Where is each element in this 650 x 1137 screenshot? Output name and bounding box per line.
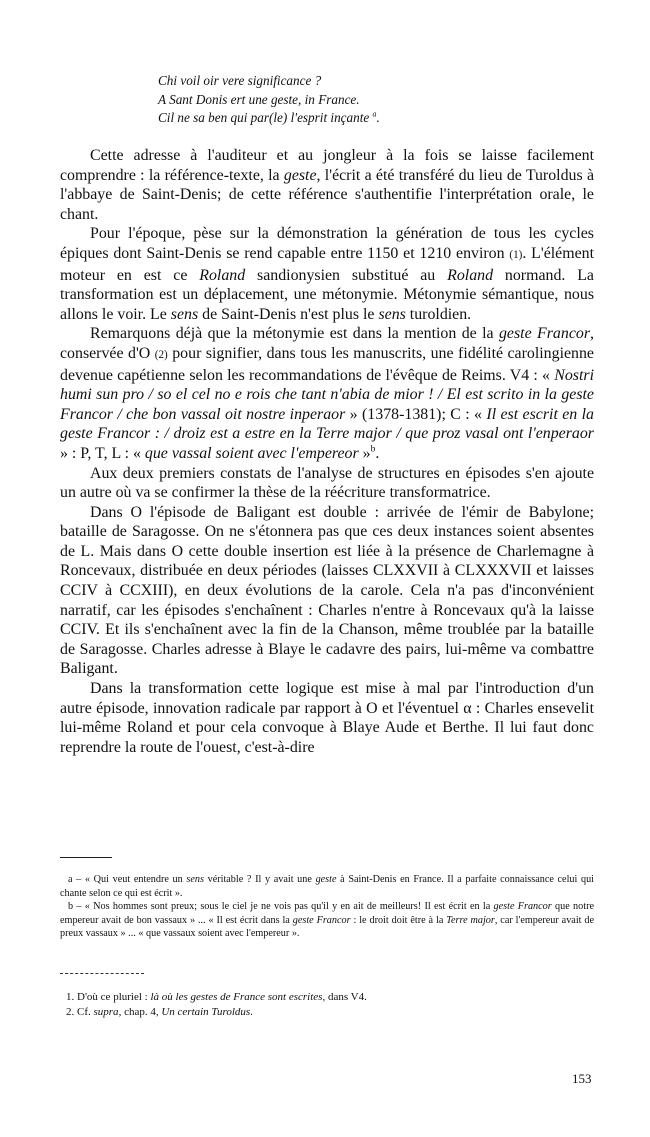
quotation: Il est escrit en la geste Francor : / droiz est a estre en la Terre major / que proz vasal ont l'enperaor [60,405,594,443]
footnote-separator [60,973,144,974]
footnote-b: b – « Nos hommes sont preux; sous le ciel je ne vois pas qu'il y en ait de meilleurs! Il est écrit en la geste Francor que notre empereur avait de bon vassaux » ... « Il est écrit dans la geste Francor : le droit doit être à la Terre major, car l'empereur avait de preux vassaux » ... « que vassaux soient avec l'empereur ». [60,901,595,940]
quotation: Nostri humi sun pro / so el cel no e rois che tant n'abia de mior ! / El est scrito in la geste Francor / che bon vassal oit nostre inperaor [60,366,594,423]
page-number: 153 [572,1071,592,1086]
epigraph-line: A Sant Donis ert une geste, in France. [158,91,360,107]
epigraph-line: Cil ne sa ben qui par(le) l'esprit inçante $^a$. [158,109,380,125]
paragraph: Aux deux premiers constats de l'analyse de structures en épisodes s'en ajoute un autre où va se confirmer la thèse de la réécriture transformatrice. [60,464,594,502]
quotation: que vassal soient avec l'empereor [144,444,359,462]
paragraph: Dans O l'épisode de Baligant est double : arrivée de l'émir de Babylone; bataille de Saragosse. On ne s'étonnera pas que ces deux instances soient absentes de L. Mais dans O cette double insertion est liée à la présence de Charlemagne à Roncevaux, distribuée en deux périodes (laisses CLXXVII à CLXXXVII et laisses CCIV à CCXIII), en deux évolutions de la carole. Cela n'a pas d'inconvénient narratif, car les épisodes s'enchaînent : Charles n'entre à Roncevaux qu'à la laisse CCIV. Et ils s'enchaînent avec la fin de la Chanson, même troublée par la bataille de Saragosse. Charles adresse à Blaye le cadavre des pairs, lui-même va combattre Baligant. [60,503,594,678]
body-text [60,146,594,757]
footnote-a: a – « Qui veut entendre un sens véritable ? Il y avait une geste à Saint-Denis en France. Il a parfaite connaissance celui qui chante selon ce qui est écrit ». [60,874,595,899]
epigraph [158,72,518,128]
note-ref-a[interactable]: a [372,109,377,119]
numbered-footnotes [60,990,594,1020]
footnote-2: 2. Cf. supra, chap. 4, Un certain Turoldus. [66,1006,253,1018]
note-ref-2[interactable]: (2) [154,348,168,361]
paragraph: Dans la transformation cette logique est mise à mal par l'introduction d'un autre épisode, innovation radicale par rapport à O et l'éventuel α : Charles ensevelit lui-même Roland et pour cela convoque à Blaye Aude et Berthe. Il lui faut donc reprendre la route de l'ouest, c'est-à-dire [60,680,594,756]
note-ref-1[interactable]: (1) [509,248,523,261]
epigraph-line: Chi voil oir vere significance ? [158,73,322,88]
paragraph: Remarquons déjà que la métonymie est dans la mention de la geste Francor, conservée d'O (2) pour signifier, dans tous les manuscrits, une fidélité carolingienne devenue capétienne selon les recommandations de l'évêque de Reims. V4 : « Nostri humi sun pro / so el cel no e rois che tant n'abia de mior ! / El est scrito in la geste Francor / che bon vassal oit nostre inperaor » (1378-1381); C : « Il est escrit en la geste Francor : / droiz est a estre en la Terre major / que proz vasal ont l'enperaor » : P, T, L : « que vassal soient avec l'empereor »$^b$. [60,325,594,462]
translation-notes [60,873,594,941]
footnote-separator [60,857,112,858]
paragraph: Cette adresse à l'auditeur et au jongleur à la fois se laisse facilement comprendre : la référence-texte, la geste, l'écrit a été transféré du lieu de Turoldus à l'abbaye de Saint-Denis; de cette référence s'authentifie l'interprétation orale, le chant. [60,147,594,223]
paragraph: Pour l'époque, pèse sur la démonstration la génération de tous les cycles épiques dont Saint-Denis se rend capable entre 1150 et 1210 environ (1). L'élément moteur en est ce Roland sandionysien substitué au Roland normand. La transformation est un déplacement, une métonymie. Métonymie sémantique, nous allons le voir. Le sens de Saint-Denis n'est plus le sens turoldien. [60,225,594,323]
note-ref-b[interactable]: b [370,443,376,455]
footnote-1: 1. D'où ce pluriel : là où les gestes de France sont escrites, dans V4. [66,991,367,1003]
